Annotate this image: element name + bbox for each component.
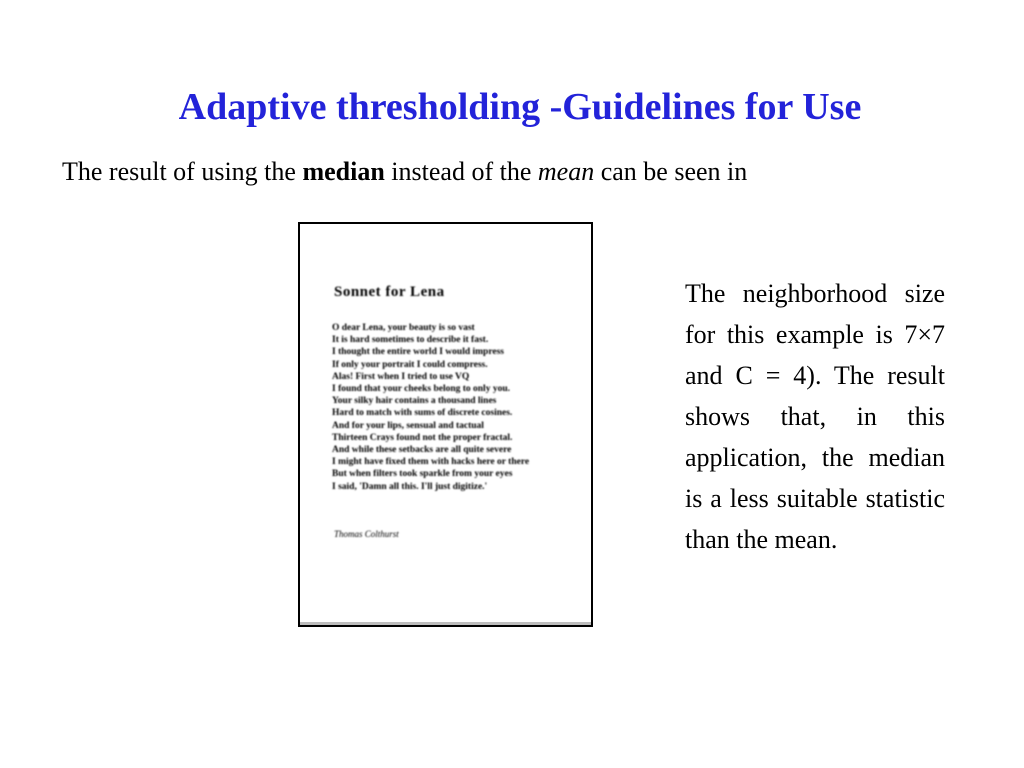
thresholded-document-image (298, 222, 593, 627)
explanation-paragraph: The neighborhood size for this example is 7×7 and C = 4). The result shows that, in this application, the median is a less suitable statistic than the mean. (685, 279, 945, 554)
document-line: If only your portrait I could compress. (332, 359, 488, 370)
document-line: Thirteen Crays found not the proper fractal. (332, 432, 513, 443)
slide-title: Adaptive thresholding -Guidelines for Use (178, 86, 862, 128)
intro-sentence (62, 154, 747, 190)
document-line: I found that your cheeks belong to only you. (332, 384, 510, 395)
document-line: And for your lips, sensual and tactual (332, 420, 484, 431)
document-line: But when filters took sparkle from your eyes (332, 469, 513, 480)
document-line: It is hard sometimes to describe it fast. (332, 335, 489, 346)
intro-median-emphasis: median (302, 157, 385, 186)
document-signature: Thomas Colthurst (334, 529, 399, 539)
document-line: Hard to match with sums of discrete cosines. (332, 408, 513, 419)
document-body (332, 322, 562, 493)
document-title: Sonnet for Lena (334, 284, 445, 300)
document-line: I thought the entire world I would impress (332, 347, 504, 358)
intro-mean-emphasis: mean (537, 157, 595, 186)
document-line: Alas! First when I tried to use VQ (332, 371, 470, 382)
document-line: I might have fixed them with hacks here or there (332, 457, 530, 468)
document-line: I said, 'Damn all this. I'll just digitize.' (332, 481, 488, 492)
document-line: And while these setbacks are all quite severe (332, 445, 512, 456)
intro-text-2: instead of the (384, 157, 538, 186)
document-line: O dear Lena, your beauty is so vast (332, 323, 475, 333)
intro-text-1: The result of using the (62, 157, 303, 186)
intro-text-3: can be seen in (594, 157, 748, 186)
document-line: Your silky hair contains a thousand lines (332, 396, 497, 407)
